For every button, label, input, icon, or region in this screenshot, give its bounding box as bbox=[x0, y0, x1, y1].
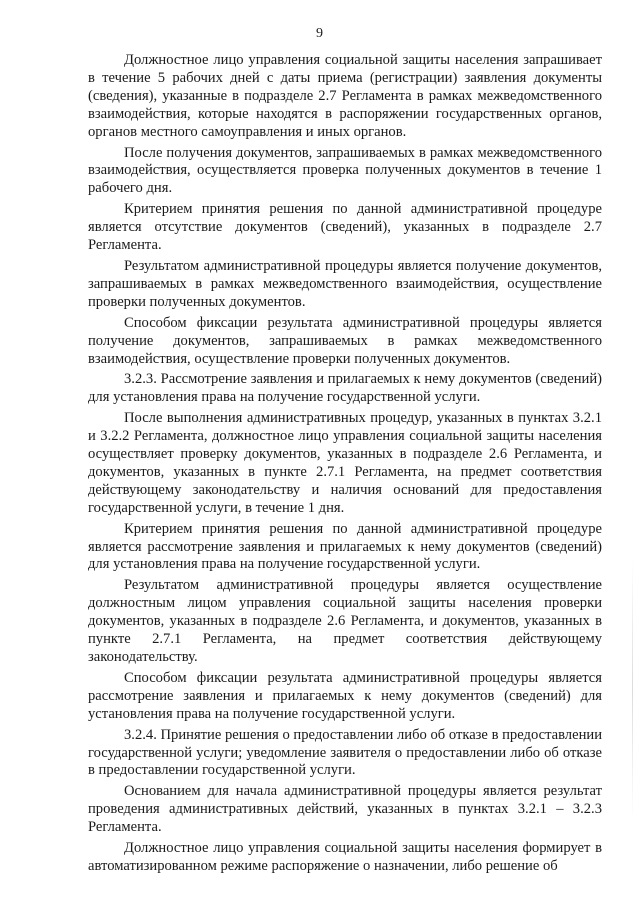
paragraph: Должностное лицо управления социальной защиты населения запрашивает в течение 5 рабочих дней с даты приема (регистрации) заявления документы (сведения), указанные в подразделе 2.7 Регламента в рамках межведомственного взаимодействия, которые находятся в распоряжении государственных органов, органов местного самоуправления и иных органов. bbox=[88, 52, 602, 140]
paragraph: Критерием принятия решения по данной административной процедуре является рассмотрение заявления и прилагаемых к нему документов (сведений) для установления права на получение государственной услуги. bbox=[88, 520, 602, 573]
page-number: 9 bbox=[316, 26, 323, 41]
paragraph: После выполнения административных процедур, указанных в пунктах 3.2.1 и 3.2.2 Регламента, должностное лицо управления социальной защиты населения осуществляет проверку документов, указанных в подразделе 2.6 Регламента, и документов, указанных в пункте 2.7.1 Регламента, на предмет соответствия действующему законодательству и наличия оснований для предоставления государственной услуги, в течение 1 дня. bbox=[88, 410, 602, 516]
section-heading-3-2-3: 3.2.3. Рассмотрение заявления и прилагаемых к нему документов (сведений) для установления права на получение государственной услуги. bbox=[88, 371, 602, 406]
paragraph: Должностное лицо управления социальной защиты населения формирует в автоматизированном режиме распоряжение о назначении, либо решение об bbox=[88, 840, 602, 874]
paragraph: Критерием принятия решения по данной административной процедуре является отсутствие документов (сведений), указанных в подразделе 2.7 Регламента. bbox=[88, 201, 602, 254]
paragraph: Основанием для начала административной процедуры является результат проведения административных действий, указанных в пунктах 3.2.1 – 3.2.3 Регламента. bbox=[88, 783, 602, 836]
paragraph: Результатом административной процедуры является осуществление должностным лицом управления социальной защиты населения проверки документов, указанных в подразделе 2.6 Регламента, и документов, указанных в пункте 2.7.1 Регламента, на предмет соответствия действующему законодательству. bbox=[88, 577, 602, 665]
scan-edge-mark bbox=[632, 560, 633, 820]
paragraph: После получения документов, запрашиваемых в рамках межведомственного взаимодействия, осуществляется проверка полученных документов в течение 1 рабочего дня. bbox=[88, 144, 602, 197]
section-heading-3-2-4: 3.2.4. Принятие решения о предоставлении либо об отказе в предоставлении государственной услуги; уведомление заявителя о предоставлении либо об отказе в предоставлении государственной услуги. bbox=[88, 726, 602, 779]
paragraph: Способом фиксации результата административной процедуры является рассмотрение заявления и прилагаемых к нему документов (сведений) для установления права на получение государственной услуги. bbox=[88, 669, 602, 722]
document-body bbox=[88, 52, 602, 879]
paragraph: Способом фиксации результата административной процедуры является получение документов, запрашиваемых в рамках межведомственного взаимодействия, осуществление проверки полученных документов. bbox=[88, 314, 602, 367]
paragraph: Результатом административной процедуры является получение документов, запрашиваемых в рамках межведомственного взаимодействия, осуществление проверки полученных документов. bbox=[88, 257, 602, 310]
